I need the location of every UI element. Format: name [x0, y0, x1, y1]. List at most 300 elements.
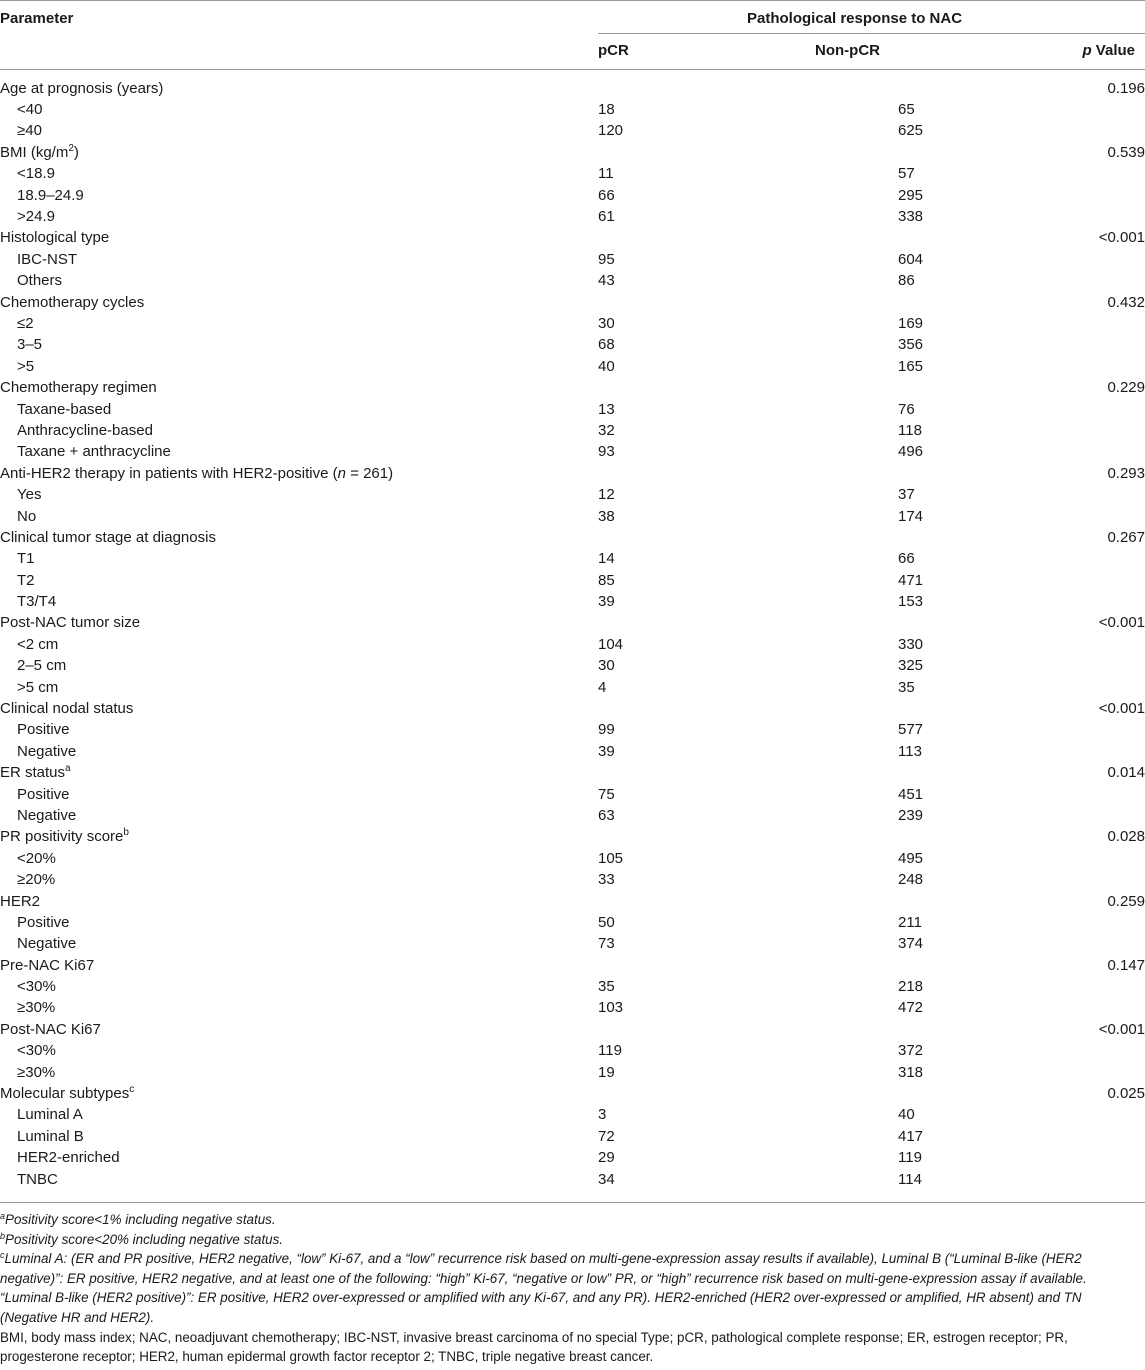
cell-parameter — [0, 613, 585, 634]
cell-non-pcr: 113 — [898, 742, 922, 760]
cell-p-value — [1088, 271, 1145, 292]
parameter-label: Post-NAC Ki67 — [0, 1020, 101, 1038]
cell-pcr: 30 — [598, 314, 615, 332]
table-row-parameter — [0, 827, 1145, 848]
cell-p-value: 0.267 — [1107, 528, 1145, 546]
parameter-label: ER status — [0, 764, 66, 782]
cell-parameter — [0, 891, 585, 912]
cell-parameter — [0, 827, 585, 848]
cell-p-value — [1088, 313, 1145, 334]
parameter-label: Taxane + anthracycline — [17, 443, 171, 461]
cell-pcr: 104 — [598, 635, 624, 653]
cell-p-value — [1088, 591, 1145, 612]
cell-non-pcr — [898, 1083, 1088, 1104]
parameter-label: Clinical tumor stage at diagnosis — [0, 528, 216, 546]
table-top-rule — [0, 0, 1145, 1]
cell-pcr: 66 — [598, 186, 615, 204]
cell-non-pcr: 318 — [898, 1063, 924, 1081]
cell-p-value: <0.001 — [1098, 614, 1145, 632]
cell-p-value — [1088, 335, 1145, 356]
table-row-subcategory — [0, 934, 1145, 955]
parameter-label: Molecular subtypes — [0, 1085, 130, 1103]
cell-non-pcr: 417 — [898, 1127, 924, 1145]
cell-p-value — [1088, 1126, 1145, 1147]
cell-p-value — [1088, 185, 1145, 206]
parameter-label: IBC-NST — [17, 250, 77, 268]
header-non-pcr: Non-pCR — [815, 42, 880, 59]
cell-pcr: 50 — [598, 913, 615, 931]
cell-non-pcr — [898, 228, 1088, 249]
cell-non-pcr — [898, 78, 1088, 99]
cell-p-value — [1088, 570, 1145, 591]
parameter-label: Negative — [17, 935, 77, 953]
cell-non-pcr — [898, 698, 1088, 719]
parameter-label-superscript: a — [65, 763, 71, 775]
parameter-label: Positive — [17, 785, 70, 803]
cell-p-value: <0.001 — [1098, 700, 1145, 718]
cell-p-value: <0.001 — [1098, 229, 1145, 247]
cell-p-value — [1088, 1105, 1145, 1126]
cell-parameter — [0, 1019, 585, 1040]
cell-parameter — [0, 335, 585, 356]
table-row-subcategory — [0, 634, 1145, 655]
cell-parameter — [0, 1062, 585, 1083]
parameter-label: ≥30% — [17, 1063, 56, 1081]
parameter-label: 2–5 cm — [17, 657, 67, 675]
cell-parameter — [0, 271, 585, 292]
cell-non-pcr: 625 — [898, 122, 924, 140]
cell-pcr: 12 — [598, 486, 615, 504]
table-row-parameter — [0, 891, 1145, 912]
cell-p-value — [1088, 442, 1145, 463]
cell-parameter — [0, 805, 585, 826]
parameter-label: <30% — [17, 1042, 56, 1060]
cell-parameter — [0, 549, 585, 570]
table-row-subcategory — [0, 399, 1145, 420]
table-row-subcategory — [0, 1062, 1145, 1083]
cell-non-pcr: 119 — [898, 1149, 922, 1167]
cell-parameter — [0, 591, 585, 612]
cell-parameter — [0, 912, 585, 933]
table-row-subcategory — [0, 271, 1145, 292]
parameter-label: Taxane-based — [17, 400, 112, 418]
cell-non-pcr: 295 — [898, 186, 924, 204]
cell-p-value — [1088, 249, 1145, 270]
cell-parameter — [0, 1105, 585, 1126]
parameter-label: Others — [17, 272, 63, 290]
cell-pcr: 68 — [598, 336, 615, 354]
parameter-label: BMI (kg/m — [0, 143, 69, 161]
parameter-label: ≥40 — [17, 122, 42, 140]
parameter-label: PR positivity score — [0, 828, 124, 846]
parameter-label: <18.9 — [17, 165, 55, 183]
cell-pcr: 73 — [598, 935, 615, 953]
parameter-label: ≥30% — [17, 999, 56, 1017]
parameter-label: Anthracycline-based — [17, 421, 153, 439]
header-group-rule — [598, 33, 1145, 34]
cell-non-pcr — [898, 142, 1088, 163]
cell-non-pcr: 239 — [898, 806, 924, 824]
cell-p-value — [1088, 784, 1145, 805]
cell-pcr: 99 — [598, 721, 615, 739]
parameter-label: Negative — [17, 806, 77, 824]
cell-non-pcr: 472 — [898, 999, 924, 1017]
cell-pcr — [585, 613, 898, 634]
cell-p-value — [1088, 206, 1145, 227]
header-parameter: Parameter — [0, 10, 74, 27]
cell-p-value — [1088, 848, 1145, 869]
cell-non-pcr: 577 — [898, 721, 924, 739]
parameter-label: Luminal A — [17, 1106, 83, 1124]
cell-pcr — [585, 142, 898, 163]
parameter-label-superscript: b — [123, 827, 129, 839]
cell-parameter — [0, 506, 585, 527]
cell-parameter — [0, 848, 585, 869]
cell-p-value — [1088, 634, 1145, 655]
cell-parameter — [0, 1083, 585, 1104]
cell-parameter — [0, 463, 585, 484]
parameter-label: Negative — [17, 742, 77, 760]
cell-parameter — [0, 1148, 585, 1169]
cell-non-pcr: 165 — [898, 357, 924, 375]
cell-parameter — [0, 484, 585, 505]
table-row-parameter — [0, 1083, 1145, 1104]
table-row-subcategory — [0, 1041, 1145, 1062]
table-row-subcategory — [0, 484, 1145, 505]
parameter-label: Histological type — [0, 229, 110, 247]
cell-parameter — [0, 934, 585, 955]
cell-pcr — [585, 891, 898, 912]
footnote-c: $^c$Luminal A: (ER and PR positive, HER2 negative, “low” Ki-67, and a “low” recurrence risk based on multi-gene-expression assay results if available), Luminal B (“Luminal B-like (HER2 negative)”: ER positive, HER2 negative, and at least one of the following: “high” Ki-67, “negative or low” PR, or “high” recurrence risk based on multi-gene-expression assay if available. “Luminal B-like (HER2 positive)”: ER positive, HER2 over-expressed or amplified with any Ki-67, and any PR). HER2-enriched (HER2 over-expressed or amplified, HR absent) and TN (Negative HR and HER2). — [0, 1250, 1087, 1325]
cell-pcr: 120 — [598, 122, 624, 140]
table-row-subcategory — [0, 356, 1145, 377]
table-row-subcategory — [0, 998, 1145, 1019]
table-row-subcategory — [0, 206, 1145, 227]
cell-non-pcr — [898, 891, 1088, 912]
table-row-parameter — [0, 698, 1145, 719]
table-row-parameter — [0, 292, 1145, 313]
table-row-subcategory — [0, 677, 1145, 698]
table-row-subcategory — [0, 1126, 1145, 1147]
cell-non-pcr: 325 — [898, 657, 924, 675]
cell-pcr: 95 — [598, 250, 615, 268]
cell-p-value — [1088, 1169, 1145, 1190]
cell-parameter — [0, 313, 585, 334]
cell-pcr — [585, 955, 898, 976]
table-row-subcategory — [0, 121, 1145, 142]
cell-non-pcr: 174 — [898, 507, 924, 525]
parameter-label: HER2-enriched — [17, 1149, 120, 1167]
cell-pcr — [585, 463, 898, 484]
parameter-label: TNBC — [17, 1170, 58, 1188]
cell-non-pcr: 86 — [898, 272, 915, 290]
header-pcr: pCR — [598, 42, 629, 59]
table-bottom-rule — [0, 1202, 1145, 1203]
cell-pcr: 63 — [598, 806, 615, 824]
cell-pcr: 93 — [598, 443, 615, 461]
cell-parameter — [0, 164, 585, 185]
parameter-label: Chemotherapy cycles — [0, 293, 145, 311]
cell-non-pcr: 338 — [898, 208, 924, 226]
parameter-label: <2 cm — [17, 635, 59, 653]
cell-parameter — [0, 249, 585, 270]
cell-non-pcr: 218 — [898, 978, 924, 996]
table-row-subcategory — [0, 335, 1145, 356]
cell-parameter — [0, 292, 585, 313]
cell-p-value — [1088, 99, 1145, 120]
cell-non-pcr — [898, 527, 1088, 548]
table-row-subcategory — [0, 164, 1145, 185]
table-row-subcategory — [0, 249, 1145, 270]
cell-parameter — [0, 121, 585, 142]
parameter-label: <40 — [17, 101, 43, 119]
cell-p-value: 0.293 — [1107, 464, 1145, 482]
cell-pcr: 38 — [598, 507, 615, 525]
cell-pcr: 39 — [598, 593, 615, 611]
cell-parameter — [0, 206, 585, 227]
table-row-subcategory — [0, 549, 1145, 570]
cell-parameter — [0, 1041, 585, 1062]
cell-parameter — [0, 142, 585, 163]
footnote-b: $^b$Positivity score<20% including negative status. — [0, 1230, 284, 1247]
cell-p-value — [1088, 1062, 1145, 1083]
cell-non-pcr: 169 — [898, 314, 924, 332]
cell-non-pcr: 37 — [898, 486, 915, 504]
cell-non-pcr: 248 — [898, 871, 924, 889]
cell-parameter — [0, 377, 585, 398]
cell-p-value — [1088, 677, 1145, 698]
cell-pcr: 72 — [598, 1127, 615, 1145]
cell-non-pcr — [898, 827, 1088, 848]
cell-pcr: 85 — [598, 571, 615, 589]
cell-parameter — [0, 570, 585, 591]
table-row-subcategory — [0, 570, 1145, 591]
cell-non-pcr: 372 — [898, 1042, 924, 1060]
parameter-label: T1 — [17, 550, 35, 568]
table-row-parameter — [0, 142, 1145, 163]
cell-non-pcr — [898, 955, 1088, 976]
cell-parameter — [0, 784, 585, 805]
parameter-label-superscript: 2 — [68, 142, 74, 154]
parameter-label: No — [17, 507, 37, 525]
cell-pcr: 18 — [598, 101, 615, 119]
cell-parameter — [0, 741, 585, 762]
cell-pcr: 61 — [598, 208, 615, 226]
cell-p-value — [1088, 656, 1145, 677]
cell-p-value: 0.025 — [1107, 1085, 1145, 1103]
cell-pcr: 43 — [598, 272, 615, 290]
cell-p-value — [1088, 121, 1145, 142]
table-row-parameter — [0, 1019, 1145, 1040]
cell-non-pcr: 211 — [898, 913, 922, 931]
cell-non-pcr: 451 — [898, 785, 924, 803]
cell-non-pcr: 496 — [898, 443, 924, 461]
table-row-subcategory — [0, 848, 1145, 869]
footnote-abbreviations: BMI, body mass index; NAC, neoadjuvant chemotherapy; IBC-NST, invasive breast carcinoma of no special Type; pCR, pathological complete response; ER, estrogen receptor; PR, progesterone receptor; HER2, human epidermal growth factor receptor 2; TNBC, triple negative breast cancer. — [0, 1329, 1068, 1365]
cell-p-value — [1088, 399, 1145, 420]
cell-p-value — [1088, 484, 1145, 505]
cell-p-value — [1088, 1041, 1145, 1062]
cell-parameter — [0, 998, 585, 1019]
cell-parameter — [0, 527, 585, 548]
parameter-label: >5 cm — [17, 678, 59, 696]
table-row-subcategory — [0, 99, 1145, 120]
cell-non-pcr: 114 — [898, 1170, 922, 1188]
parameter-label: T3/T4 — [17, 593, 57, 611]
cell-non-pcr: 330 — [898, 635, 924, 653]
cell-pcr: 40 — [598, 357, 615, 375]
table-row-parameter — [0, 228, 1145, 249]
cell-pcr — [585, 763, 898, 784]
cell-parameter — [0, 698, 585, 719]
cell-p-value — [1088, 934, 1145, 955]
table-row-subcategory — [0, 741, 1145, 762]
cell-parameter — [0, 656, 585, 677]
cell-pcr: 34 — [598, 1170, 615, 1188]
parameter-label: ≤2 — [17, 314, 34, 332]
cell-p-value — [1088, 805, 1145, 826]
cell-non-pcr: 374 — [898, 935, 924, 953]
parameter-label: Clinical nodal status — [0, 700, 134, 718]
table-row-parameter — [0, 377, 1145, 398]
table-row-parameter — [0, 527, 1145, 548]
cell-pcr: 39 — [598, 742, 615, 760]
cell-non-pcr: 604 — [898, 250, 924, 268]
cell-pcr: 119 — [598, 1042, 622, 1060]
table-row-parameter — [0, 463, 1145, 484]
cell-non-pcr: 76 — [898, 400, 915, 418]
table-row-subcategory — [0, 185, 1145, 206]
table-row-subcategory — [0, 1148, 1145, 1169]
cell-parameter — [0, 634, 585, 655]
cell-pcr — [585, 698, 898, 719]
cell-pcr: 30 — [598, 657, 615, 675]
table-row-subcategory — [0, 869, 1145, 890]
cell-p-value: 0.539 — [1107, 143, 1145, 161]
cell-pcr — [585, 1083, 898, 1104]
footnote-a: $^a$Positivity score<1% including negative status. — [0, 1211, 276, 1227]
cell-non-pcr: 495 — [898, 849, 924, 867]
parameter-label: <20% — [17, 849, 56, 867]
header-group-label: Pathological response to NAC — [747, 10, 963, 27]
cell-pcr: 33 — [598, 871, 615, 889]
cell-pcr: 75 — [598, 785, 615, 803]
cell-p-value — [1088, 912, 1145, 933]
cell-parameter — [0, 955, 585, 976]
table-row-subcategory — [0, 442, 1145, 463]
table-row-subcategory — [0, 1105, 1145, 1126]
table-row-subcategory — [0, 784, 1145, 805]
cell-non-pcr — [898, 1019, 1088, 1040]
table-row-subcategory — [0, 656, 1145, 677]
cell-p-value: <0.001 — [1098, 1020, 1145, 1038]
cell-p-value: 0.259 — [1107, 892, 1145, 910]
cell-non-pcr — [898, 377, 1088, 398]
cell-non-pcr: 65 — [898, 101, 915, 119]
data-table — [0, 78, 1145, 1190]
cell-pcr — [585, 228, 898, 249]
table-row-subcategory — [0, 1169, 1145, 1190]
cell-p-value: 0.014 — [1107, 764, 1145, 782]
cell-non-pcr — [898, 292, 1088, 313]
cell-pcr — [585, 1019, 898, 1040]
parameter-label: HER2 — [0, 892, 41, 910]
parameter-label: 3–5 — [17, 336, 43, 354]
cell-p-value — [1088, 164, 1145, 185]
table-row-subcategory — [0, 720, 1145, 741]
parameter-label-italic: n — [337, 464, 346, 482]
parameter-label: Positive — [17, 721, 70, 739]
cell-parameter — [0, 185, 585, 206]
cell-non-pcr: 356 — [898, 336, 924, 354]
cell-non-pcr: 40 — [898, 1106, 915, 1124]
cell-non-pcr — [898, 613, 1088, 634]
parameter-label: Positive — [17, 913, 70, 931]
cell-p-value: 0.147 — [1107, 956, 1145, 974]
cell-parameter — [0, 720, 585, 741]
table-row-subcategory — [0, 506, 1145, 527]
cell-non-pcr: 35 — [898, 678, 915, 696]
parameter-label: Anti-HER2 therapy in patients with HER2-positive ( — [0, 464, 338, 482]
cell-non-pcr: 118 — [898, 421, 922, 439]
cell-p-value — [1088, 720, 1145, 741]
table-row-subcategory — [0, 976, 1145, 997]
cell-parameter — [0, 399, 585, 420]
cell-p-value: 0.229 — [1107, 379, 1145, 397]
cell-non-pcr: 66 — [898, 550, 915, 568]
parameter-label: Pre-NAC Ki67 — [0, 956, 95, 974]
header-bottom-rule — [0, 69, 1145, 70]
cell-parameter — [0, 1126, 585, 1147]
parameter-label: Luminal B — [17, 1127, 84, 1145]
cell-p-value — [1088, 549, 1145, 570]
cell-pcr: 32 — [598, 421, 615, 439]
parameter-label-suffix: ) — [73, 143, 79, 161]
cell-pcr: 105 — [598, 849, 624, 867]
cell-parameter — [0, 99, 585, 120]
table-row-subcategory — [0, 313, 1145, 334]
cell-parameter — [0, 442, 585, 463]
cell-pcr — [585, 78, 898, 99]
cell-p-value: 0.432 — [1107, 293, 1145, 311]
cell-parameter — [0, 1169, 585, 1190]
cell-pcr: 13 — [598, 400, 615, 418]
table-row-subcategory — [0, 420, 1145, 441]
parameter-label: Yes — [17, 486, 42, 504]
table-row-parameter — [0, 763, 1145, 784]
cell-p-value — [1088, 356, 1145, 377]
parameter-label: Age at prognosis (years) — [0, 79, 164, 97]
parameter-label: <30% — [17, 978, 56, 996]
cell-p-value — [1088, 869, 1145, 890]
parameter-label: 18.9–24.9 — [17, 186, 84, 204]
cell-pcr: 4 — [598, 678, 607, 696]
table-row-parameter — [0, 613, 1145, 634]
parameter-label-superscript: c — [129, 1084, 135, 1096]
cell-parameter — [0, 356, 585, 377]
table-row-subcategory — [0, 805, 1145, 826]
parameter-label: Post-NAC tumor size — [0, 614, 141, 632]
cell-p-value — [1088, 420, 1145, 441]
cell-non-pcr — [898, 463, 1088, 484]
parameter-label: ≥20% — [17, 871, 56, 889]
table-row-subcategory — [0, 912, 1145, 933]
parameter-label: Chemotherapy regimen — [0, 379, 157, 397]
cell-pcr — [585, 292, 898, 313]
header-p-value: p Value — [1082, 42, 1135, 59]
cell-parameter — [0, 976, 585, 997]
footnotes — [0, 1210, 1140, 1367]
